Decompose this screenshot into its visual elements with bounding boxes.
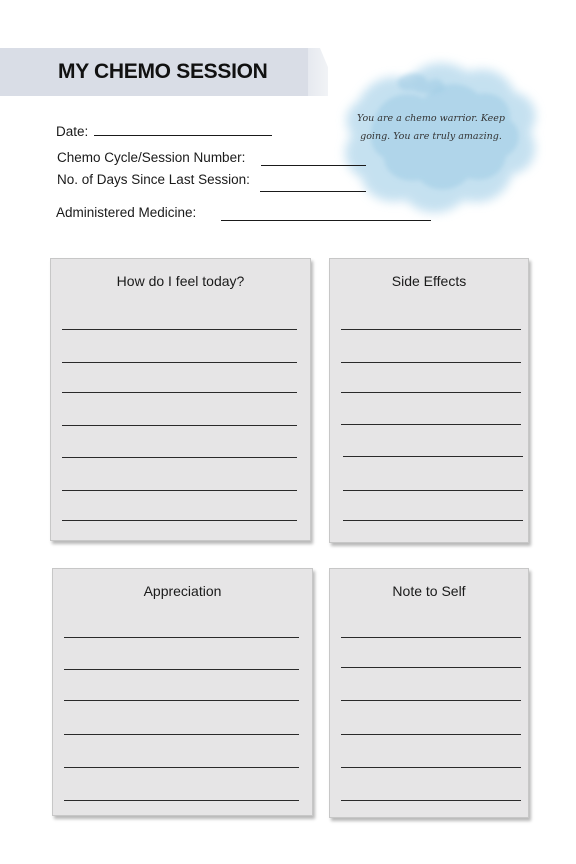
writing-line[interactable] bbox=[64, 700, 299, 701]
writing-line[interactable] bbox=[62, 329, 297, 330]
card-title: Note to Self bbox=[392, 583, 466, 599]
medicine-label: Administered Medicine: bbox=[56, 205, 197, 220]
days-since-label: No. of Days Since Last Session: bbox=[57, 172, 250, 187]
writing-line[interactable] bbox=[62, 457, 297, 458]
writing-line[interactable] bbox=[341, 667, 521, 668]
appreciation-card bbox=[52, 568, 313, 816]
date-label: Date: bbox=[56, 124, 89, 139]
writing-line[interactable] bbox=[343, 520, 523, 521]
writing-line[interactable] bbox=[341, 800, 521, 801]
writing-line[interactable] bbox=[341, 637, 521, 638]
writing-line[interactable] bbox=[341, 329, 521, 330]
writing-line[interactable] bbox=[343, 490, 523, 491]
writing-line[interactable] bbox=[341, 362, 521, 363]
writing-line[interactable] bbox=[64, 637, 299, 638]
side-effects-card bbox=[329, 258, 529, 543]
cycle-number-field[interactable] bbox=[261, 165, 366, 166]
writing-line[interactable] bbox=[64, 734, 299, 735]
card-title: Side Effects bbox=[391, 273, 467, 289]
note-to-self-card bbox=[329, 568, 529, 818]
writing-line[interactable] bbox=[62, 425, 297, 426]
writing-line[interactable] bbox=[64, 800, 299, 801]
title-band-accent bbox=[308, 48, 328, 96]
writing-line[interactable] bbox=[64, 767, 299, 768]
cycle-number-label: Chemo Cycle/Session Number: bbox=[57, 150, 246, 165]
writing-line[interactable] bbox=[343, 456, 523, 457]
writing-line[interactable] bbox=[62, 392, 297, 393]
writing-line[interactable] bbox=[341, 424, 521, 425]
writing-line[interactable] bbox=[341, 734, 521, 735]
card-title: Appreciation bbox=[143, 583, 222, 599]
date-field[interactable] bbox=[94, 135, 272, 136]
page-title: MY CHEMO SESSION bbox=[58, 60, 268, 83]
card-title: How do I feel today? bbox=[116, 273, 245, 289]
writing-line[interactable] bbox=[62, 362, 297, 363]
feel-today-card bbox=[50, 258, 311, 541]
writing-line[interactable] bbox=[62, 490, 297, 491]
encouragement-text: You are a chemo warrior. Keep going. You are truly amazing. bbox=[357, 113, 505, 142]
writing-line[interactable] bbox=[341, 767, 521, 768]
writing-line[interactable] bbox=[62, 520, 297, 521]
days-since-field[interactable] bbox=[260, 191, 366, 192]
medicine-field[interactable] bbox=[221, 220, 431, 221]
writing-line[interactable] bbox=[341, 392, 521, 393]
writing-line[interactable] bbox=[64, 669, 299, 670]
writing-line[interactable] bbox=[341, 700, 521, 701]
